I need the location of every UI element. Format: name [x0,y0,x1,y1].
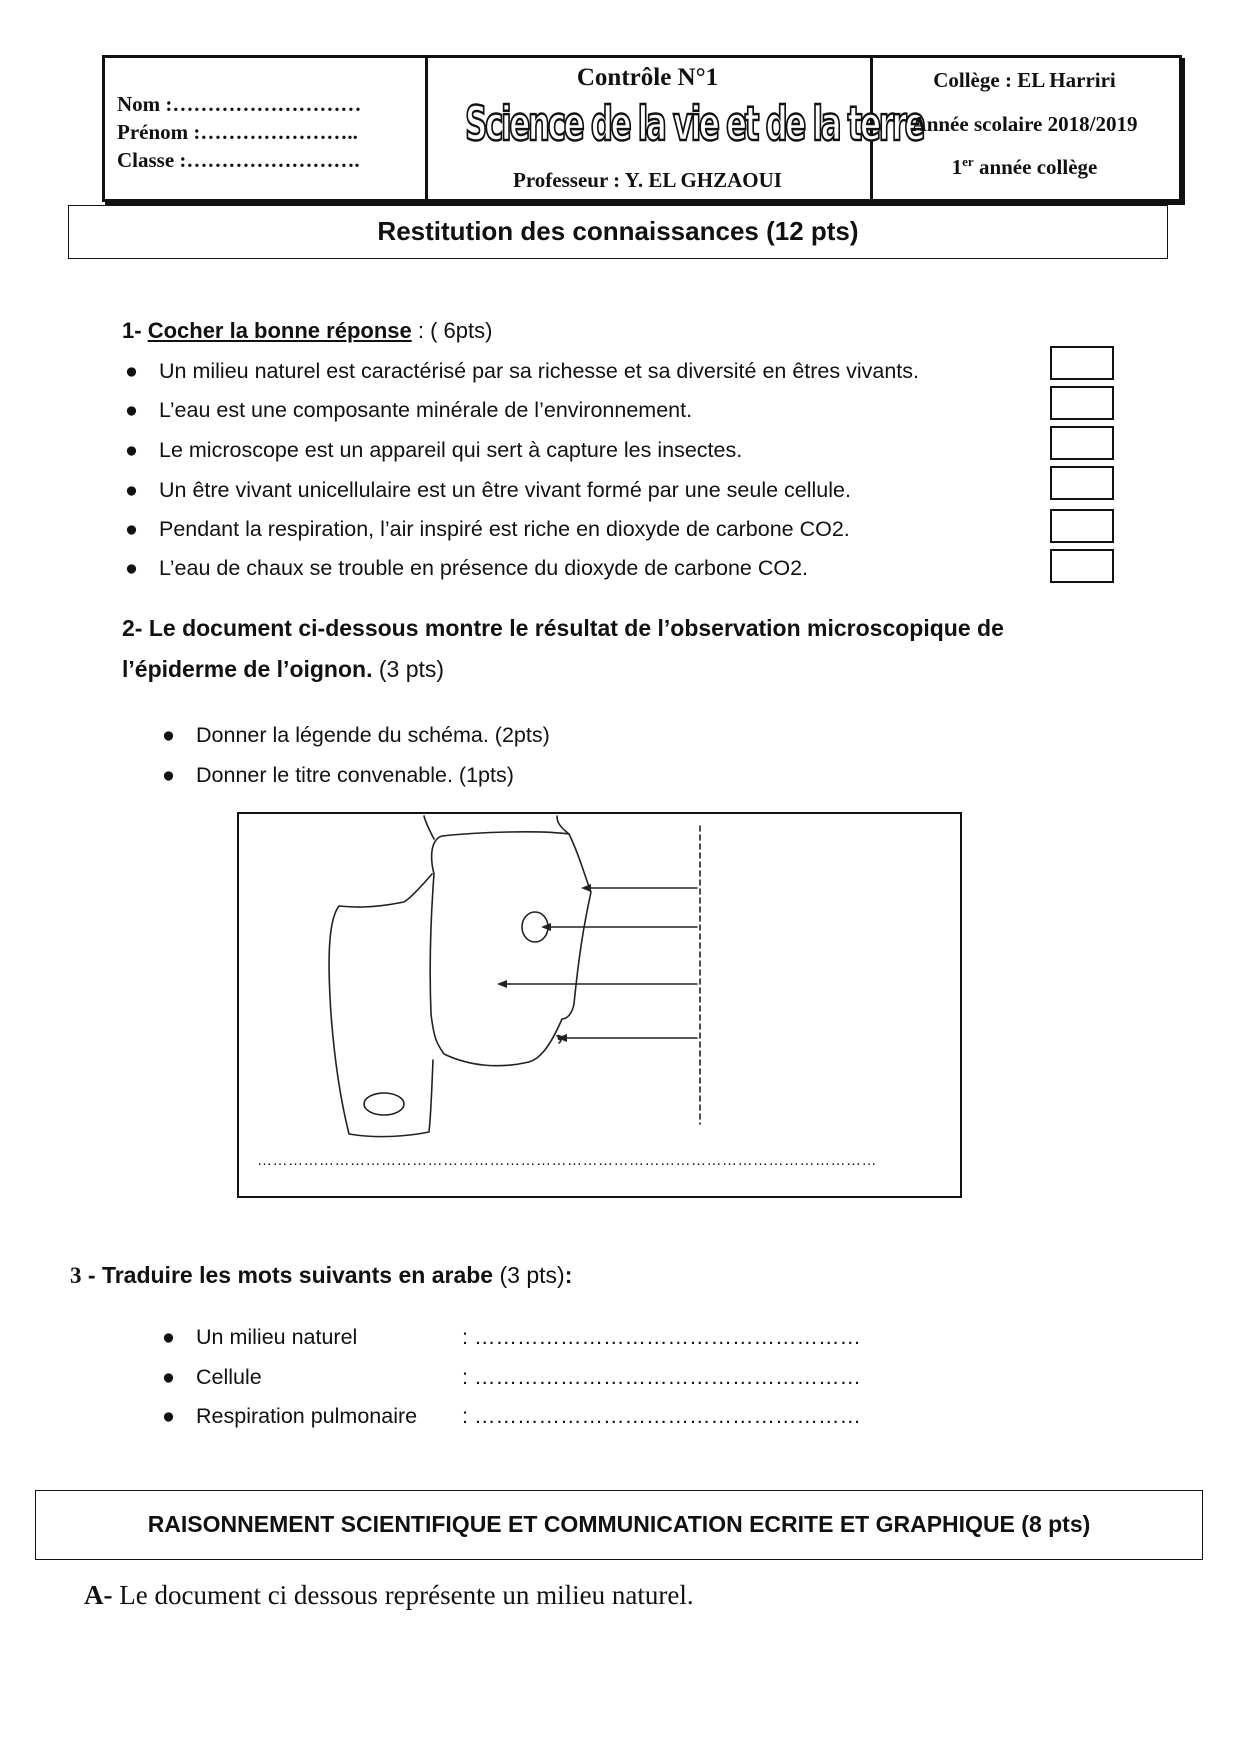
prenom-field[interactable]: Prénom :………………….. [117,120,358,144]
q2-heading-line1: 2- Le document ci-dessous montre le résultat de l’observation microscopique de [122,615,1004,641]
subject-logo: Science de la vie et de la terre [465,96,924,151]
annee-scolaire-label: Année scolaire 2018/2019 [911,112,1138,136]
bullet-icon: ● [125,438,138,462]
bullet-icon: ● [162,1365,175,1389]
nom-field[interactable]: Nom :……………………… [117,92,362,116]
header-table [102,55,1182,202]
controle-title: Contrôle N°1 [576,64,719,91]
bullet-icon: ● [125,478,138,502]
q2-item-2: ● Donner le titre convenable. (1pts) [162,763,514,787]
q1-item-3: ● Le microscope est un appareil qui sert à capture les insectes. [125,438,743,462]
bullet-icon: ● [125,517,138,541]
answer-checkbox-6[interactable] [1050,549,1114,583]
bullet-icon: ● [125,556,138,580]
bullet-icon: ● [162,1325,175,1349]
answer-checkbox-4[interactable] [1050,466,1114,500]
q3-item-3: ● Respiration pulmonaire [162,1404,418,1428]
q1-item-6: ● L’eau de chaux se trouble en présence du dioxyde de carbone CO2. [125,556,809,580]
bullet-icon: ● [162,723,175,747]
answer-checkbox-2[interactable] [1050,386,1114,420]
q1-item-5: ● Pendant la respiration, l’air inspiré est riche en dioxyde de carbone CO2. [125,517,850,541]
cell-diagram [239,814,960,1196]
q2-heading-line2: l’épiderme de l’oignon. (3 pts) [122,656,445,682]
figure-title-line[interactable]: ………………………………………………………………………………………………………… [257,1152,877,1169]
niveau-label: 1er année collège [951,154,1098,179]
q3-answer-1[interactable]: : ……………………………………………… [462,1325,861,1349]
q3-item-1: ● Un milieu naturel [162,1325,358,1349]
q1-heading: 1- Cocher la bonne réponse : ( 6pts) [122,318,493,343]
q3-answer-2[interactable]: : ……………………………………………… [462,1365,861,1389]
q2-item-1: ● Donner la légende du schéma. (2pts) [162,723,550,747]
section-restitution-title: Restitution des connaissances (12 pts) [68,205,1168,259]
bullet-icon: ● [162,1404,175,1428]
part-a-line: A- Le document ci dessous représente un milieu naturel. [84,1580,694,1610]
professeur-label: Professeur : Y. EL GHZAOUI [513,168,782,192]
q3-answer-3[interactable]: : ……………………………………………… [462,1404,861,1428]
q3-heading: 3 - Traduire les mots suivants en arabe (3 pts): [70,1262,573,1288]
answer-checkbox-3[interactable] [1050,426,1114,460]
exam-title-cell [425,58,924,199]
classe-field[interactable]: Classe :……………………. [117,148,360,172]
bullet-icon: ● [125,359,138,383]
q1-item-4: ● Un être vivant unicellulaire est un être vivant formé par une seule cellule. [125,478,851,502]
q1-item-2: ● L’eau est une composante minérale de l’environnement. [125,398,693,422]
q1-item-1: ● Un milieu naturel est caractérisé par sa richesse et sa diversité en êtres vivants. [125,359,919,383]
answer-checkbox-1[interactable] [1050,346,1114,380]
college-label: Collège : EL Harriri [933,68,1116,92]
bullet-icon: ● [162,763,175,787]
section-raisonnement-title: RAISONNEMENT SCIENTIFIQUE ET COMMUNICATION ECRITE ET GRAPHIQUE (8 pts) [35,1490,1203,1560]
onion-epidermis-figure [237,812,962,1198]
bullet-icon: ● [125,398,138,422]
answer-checkbox-5[interactable] [1050,509,1114,543]
q3-item-2: ● Cellule [162,1365,262,1389]
school-info-cell [870,58,1179,199]
student-info-cell [105,58,428,199]
